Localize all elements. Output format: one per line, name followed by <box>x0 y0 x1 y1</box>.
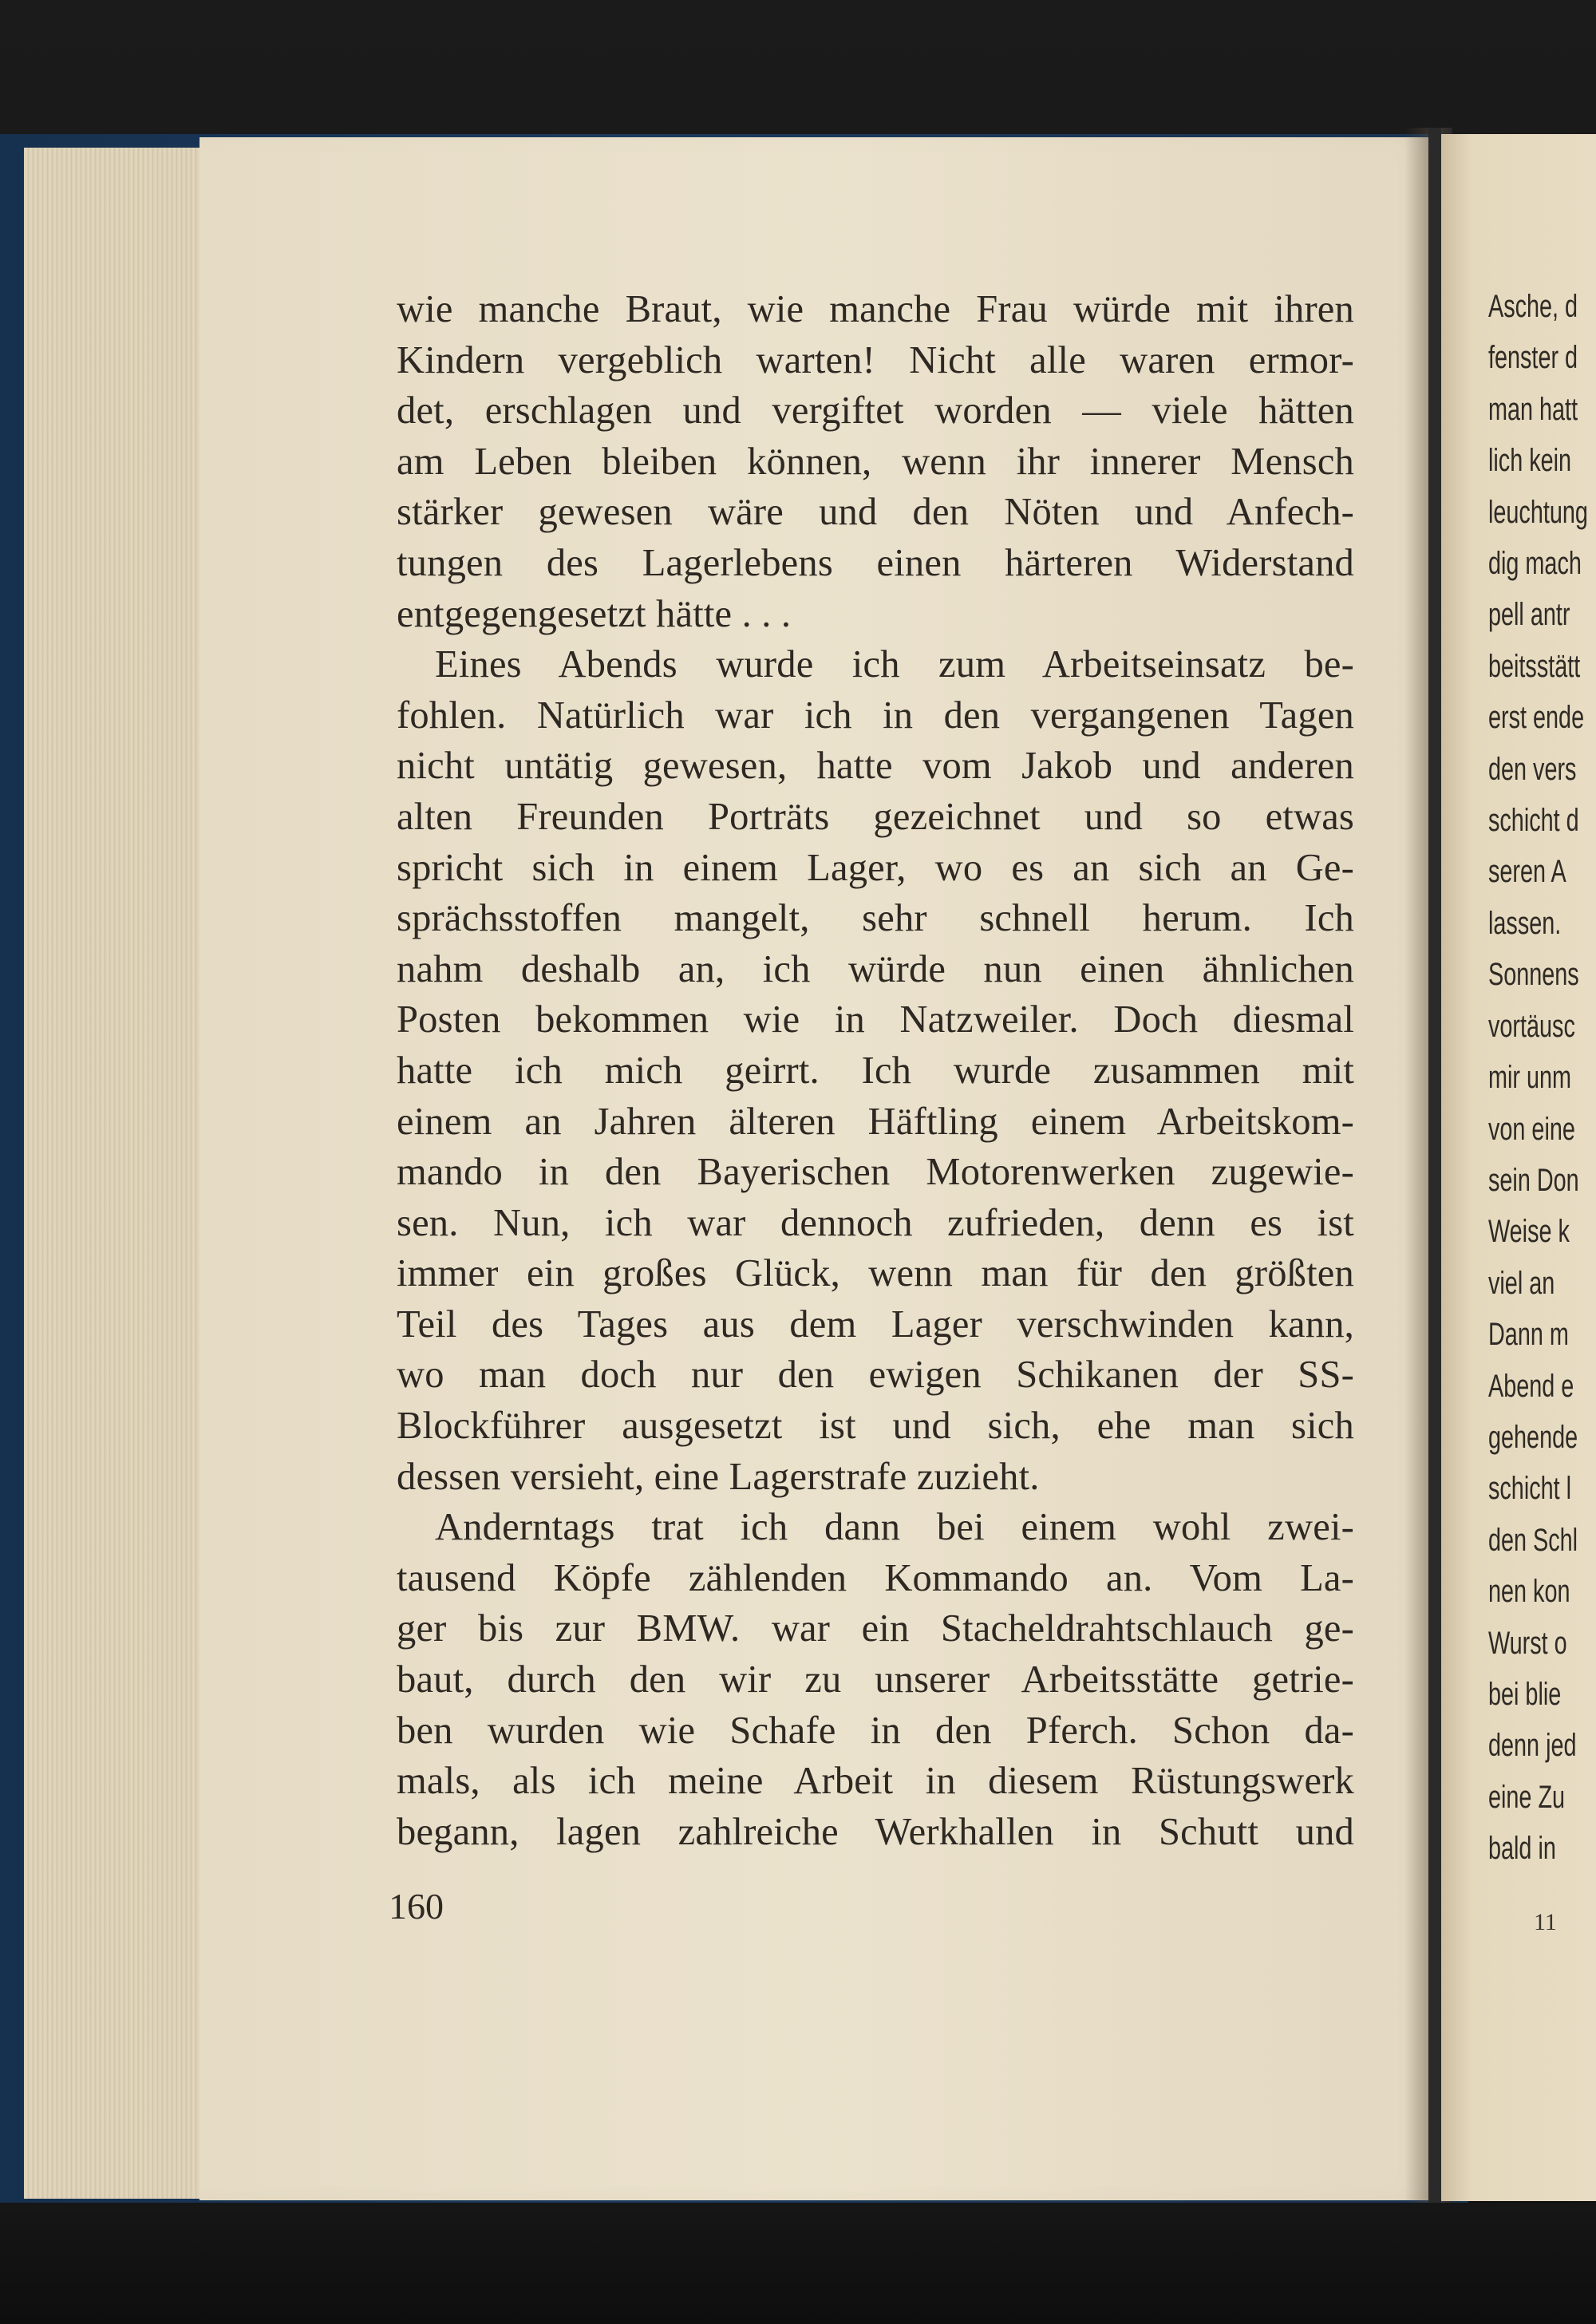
right-page-text <box>1488 281 1588 1875</box>
text-line: dig mach <box>1488 546 1582 582</box>
text-line: Dann m <box>1488 1317 1569 1353</box>
text-line: wo man doch nur den ewigen Schikanen der SS- <box>397 1354 1354 1397</box>
text-line: tausend Köpfe zählenden Kommando an. Vom La- <box>397 1556 1354 1599</box>
text-line: dessen versieht, eine Lagerstrafe zuzieht. <box>397 1455 1040 1498</box>
text-line: gehende <box>1488 1419 1578 1455</box>
text-line: Anderntags trat ich dann bei einem wohl zwei- <box>435 1506 1354 1549</box>
text-line: Abend e <box>1488 1368 1574 1404</box>
text-line: lich kein <box>1488 443 1572 479</box>
text-line: denn jed <box>1488 1728 1577 1764</box>
text-line: von eine <box>1488 1111 1575 1147</box>
text-line: mando in den Bayerischen Motorenwerken zugewie- <box>397 1151 1354 1194</box>
text-line: man hatt <box>1488 391 1578 427</box>
text-line: schicht d <box>1488 803 1579 839</box>
text-line: entgegengesetzt hätte . . . <box>397 592 792 635</box>
text-line: Posten bekommen wie in Natzweiler. Doch diesmal <box>397 998 1354 1041</box>
text-line: fenster d <box>1488 340 1578 376</box>
text-line: Wurst o <box>1488 1625 1567 1661</box>
text-line: viel an <box>1488 1265 1555 1301</box>
text-line: nen kon <box>1488 1574 1570 1610</box>
text-line: mir unm <box>1488 1060 1572 1096</box>
right-page-number: 11 <box>1534 1909 1557 1935</box>
text-line: sen. Nun, ich war dennoch zufrieden, denn es ist <box>397 1201 1354 1244</box>
text-line: sprächsstoffen mangelt, sehr schnell herum. Ich <box>397 897 1354 940</box>
text-line: Kindern vergeblich warten! Nicht alle waren ermor- <box>397 338 1354 381</box>
text-line: bald in <box>1488 1831 1556 1867</box>
text-line: spricht sich in einem Lager, wo es an sich an Ge- <box>397 846 1354 889</box>
page-number: 160 <box>389 1886 444 1927</box>
page-edges <box>24 148 200 2199</box>
text-line: fohlen. Natürlich war ich in den vergangenen Tagen <box>397 694 1354 737</box>
text-line: vortäusc <box>1488 1008 1575 1044</box>
text-line: stärker gewesen wäre und den Nöten und Anfech- <box>397 491 1354 534</box>
bottom-background <box>0 2203 1596 2324</box>
text-line: Asche, d <box>1488 289 1578 324</box>
text-line: baut, durch den wir zu unserer Arbeitsstätte getrie- <box>397 1658 1354 1702</box>
text-line: schicht l <box>1488 1471 1572 1507</box>
text-line: leuchtung <box>1488 494 1588 530</box>
left-page-text <box>397 284 1354 1857</box>
text-line: begann, lagen zahlreiche Werkhallen in Schutt und <box>397 1810 1354 1853</box>
text-line: nicht untätig gewesen, hatte vom Jakob und anderen <box>397 745 1354 788</box>
text-line: nahm deshalb an, ich würde nun einen ähnlichen <box>397 947 1354 990</box>
text-line: am Leben bleiben können, wenn ihr innerer Mensch <box>397 440 1354 483</box>
text-line: ben wurden wie Schafe in den Pferch. Schon da- <box>397 1709 1354 1752</box>
text-line: Teil des Tages aus dem Lager verschwinden kann, <box>397 1302 1354 1346</box>
text-line: bei blie <box>1488 1676 1562 1712</box>
text-line: beitsstätt <box>1488 648 1581 684</box>
text-line: erst ende <box>1488 700 1585 736</box>
text-line: pell antr <box>1488 597 1570 633</box>
text-line: wie manche Braut, wie manche Frau würde mit ihren <box>397 288 1354 330</box>
text-line: Eines Abends wurde ich zum Arbeitseinsatz be- <box>435 643 1354 686</box>
text-line: alten Freunden Porträts gezeichnet und so etwas <box>397 795 1354 838</box>
text-line: den vers <box>1488 751 1577 787</box>
text-line: einem an Jahren älteren Häftling einem Arbeitskom- <box>397 1100 1354 1143</box>
text-line: immer ein großes Glück, wenn man für den größten <box>397 1252 1354 1295</box>
text-line: Weise k <box>1488 1214 1570 1250</box>
text-line: den Schl <box>1488 1522 1578 1558</box>
text-line: lassen. <box>1488 905 1562 941</box>
text-line: Blockführer ausgesetzt ist und sich, ehe man sich <box>397 1405 1354 1448</box>
text-line: ger bis zur BMW. war ein Stacheldrahtschlauch ge- <box>397 1607 1354 1650</box>
text-line: mals, als ich meine Arbeit in diesem Rüstungswerk <box>397 1760 1354 1803</box>
text-line: seren A <box>1488 854 1566 890</box>
text-line: det, erschlagen und vergiftet worden — viele hätten <box>397 389 1354 433</box>
text-line: eine Zu <box>1488 1779 1566 1815</box>
text-line: hatte ich mich geirrt. Ich wurde zusammen mit <box>397 1049 1354 1092</box>
book-spine <box>1428 128 1441 2219</box>
text-line: tungen des Lagerlebens einen härteren Widerstand <box>397 541 1354 584</box>
text-line: Sonnens <box>1488 957 1579 993</box>
text-line: sein Don <box>1488 1162 1579 1198</box>
